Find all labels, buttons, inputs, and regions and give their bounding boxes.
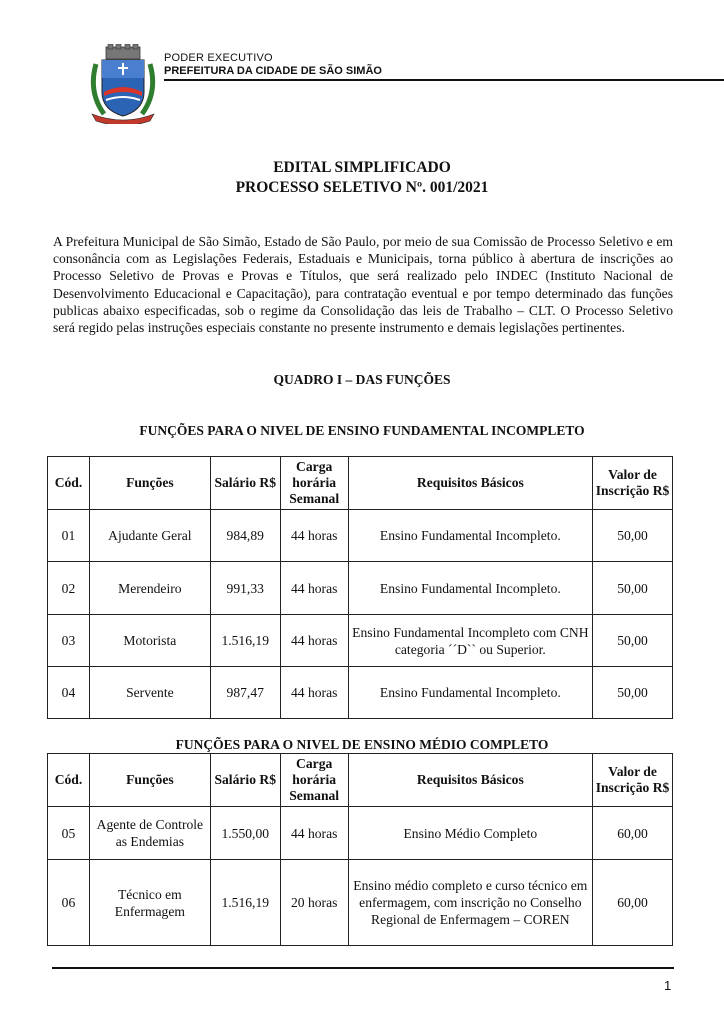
cell-requisitos: Ensino Fundamental Incompleto. bbox=[348, 562, 592, 615]
cell-salario: 984,89 bbox=[210, 510, 280, 562]
cell-salario: 1.516,19 bbox=[210, 860, 280, 946]
cell-requisitos: Ensino Fundamental Incompleto com CNH categoria ´´D`` ou Superior. bbox=[348, 615, 592, 667]
table-row bbox=[48, 562, 673, 615]
table-row bbox=[48, 807, 673, 860]
col-header-cod: Cód. bbox=[48, 754, 90, 807]
cell-funcao: Ajudante Geral bbox=[89, 510, 210, 562]
table-row bbox=[48, 667, 673, 719]
letterhead bbox=[86, 44, 676, 124]
section1-title: FUNÇÕES PARA O NIVEL DE ENSINO FUNDAMENTAL INCOMPLETO bbox=[139, 423, 585, 438]
cell-funcao: Técnico em Enfermagem bbox=[89, 860, 210, 946]
municipal-coat-of-arms-icon bbox=[86, 44, 160, 124]
cell-cod: 02 bbox=[48, 562, 90, 615]
cell-cod: 05 bbox=[48, 807, 90, 860]
table-header-row bbox=[48, 754, 673, 807]
cell-cod: 04 bbox=[48, 667, 90, 719]
section2-title: FUNÇÕES PARA O NIVEL DE ENSINO MÉDIO COMPLETO bbox=[175, 737, 549, 752]
cell-cod: 01 bbox=[48, 510, 90, 562]
table-row bbox=[48, 615, 673, 667]
page-number: 1 bbox=[664, 978, 672, 993]
cell-carga: 44 horas bbox=[280, 807, 348, 860]
cell-valor: 50,00 bbox=[593, 615, 673, 667]
cell-requisitos: Ensino Médio Completo bbox=[348, 807, 592, 860]
table-row bbox=[48, 510, 673, 562]
cell-carga: 20 horas bbox=[280, 860, 348, 946]
header-rule bbox=[164, 79, 724, 81]
cell-carga: 44 horas bbox=[280, 615, 348, 667]
col-header-funcoes: Funções bbox=[89, 754, 210, 807]
document-title: EDITAL SIMPLIFICADO bbox=[273, 159, 451, 176]
cell-funcao: Servente bbox=[89, 667, 210, 719]
table-header-row bbox=[48, 457, 673, 510]
cell-carga: 44 horas bbox=[280, 510, 348, 562]
col-header-salario: Salário R$ bbox=[210, 457, 280, 510]
table-row bbox=[48, 860, 673, 946]
cell-valor: 60,00 bbox=[593, 860, 673, 946]
functions-table-medio bbox=[47, 753, 673, 946]
cell-valor: 50,00 bbox=[593, 510, 673, 562]
cell-salario: 987,47 bbox=[210, 667, 280, 719]
cell-funcao: Motorista bbox=[89, 615, 210, 667]
col-header-requisitos: Requisitos Básicos bbox=[348, 457, 592, 510]
col-header-carga: Carga horária Semanal bbox=[280, 754, 348, 807]
header-line-prefeitura: PREFEITURA DA CIDADE DE SÃO SIMÃO bbox=[164, 65, 382, 77]
header-line-executive: PODER EXECUTIVO bbox=[164, 52, 273, 64]
cell-carga: 44 horas bbox=[280, 667, 348, 719]
footer-rule bbox=[52, 967, 674, 969]
quadro-title: QUADRO I – DAS FUNÇÕES bbox=[273, 372, 451, 387]
cell-cod: 03 bbox=[48, 615, 90, 667]
functions-table-fundamental bbox=[47, 456, 673, 719]
cell-requisitos: Ensino médio completo e curso técnico em enfermagem, com inscrição no Conselho Regional de Enfermagem – COREN bbox=[348, 860, 592, 946]
cell-cod: 06 bbox=[48, 860, 90, 946]
cell-salario: 1.516,19 bbox=[210, 615, 280, 667]
cell-salario: 1.550,00 bbox=[210, 807, 280, 860]
intro-paragraph: A Prefeitura Municipal de São Simão, Estado de São Paulo, por meio de sua Comissão de Processo Seletivo e em consonância com as Legislações Federais, Estaduais e Municipais, torna público à abertura de inscrições ao Processo Seletivo de Provas e Provas e Títulos, que será realizado pelo INDEC (Instituto Nacional de Desenvolvimento Educacional e Capacitação), para contratação eventual e por tempo determinado das funções publicas abaixo especificadas, sob o regime da Consolidação das leis de Trabalho – CLT. O Processo Seletivo será regido pelas instruções especiais constante no presente instrumento e demais legislações pertinentes. bbox=[53, 234, 673, 336]
col-header-valor: Valor de Inscrição R$ bbox=[593, 457, 673, 510]
col-header-carga: Carga horária Semanal bbox=[280, 457, 348, 510]
cell-valor: 50,00 bbox=[593, 667, 673, 719]
cell-requisitos: Ensino Fundamental Incompleto. bbox=[348, 510, 592, 562]
cell-carga: 44 horas bbox=[280, 562, 348, 615]
cell-funcao: Merendeiro bbox=[89, 562, 210, 615]
letterhead-text bbox=[164, 52, 382, 78]
cell-salario: 991,33 bbox=[210, 562, 280, 615]
cell-funcao: Agente de Controle as Endemias bbox=[89, 807, 210, 860]
cell-valor: 60,00 bbox=[593, 807, 673, 860]
col-header-cod: Cód. bbox=[48, 457, 90, 510]
col-header-valor: Valor de Inscrição R$ bbox=[593, 754, 673, 807]
col-header-requisitos: Requisitos Básicos bbox=[348, 754, 592, 807]
cell-valor: 50,00 bbox=[593, 562, 673, 615]
col-header-funcoes: Funções bbox=[89, 457, 210, 510]
col-header-salario: Salário R$ bbox=[210, 754, 280, 807]
document-subtitle: PROCESSO SELETIVO Nº. 001/2021 bbox=[235, 179, 489, 196]
cell-requisitos: Ensino Fundamental Incompleto. bbox=[348, 667, 592, 719]
